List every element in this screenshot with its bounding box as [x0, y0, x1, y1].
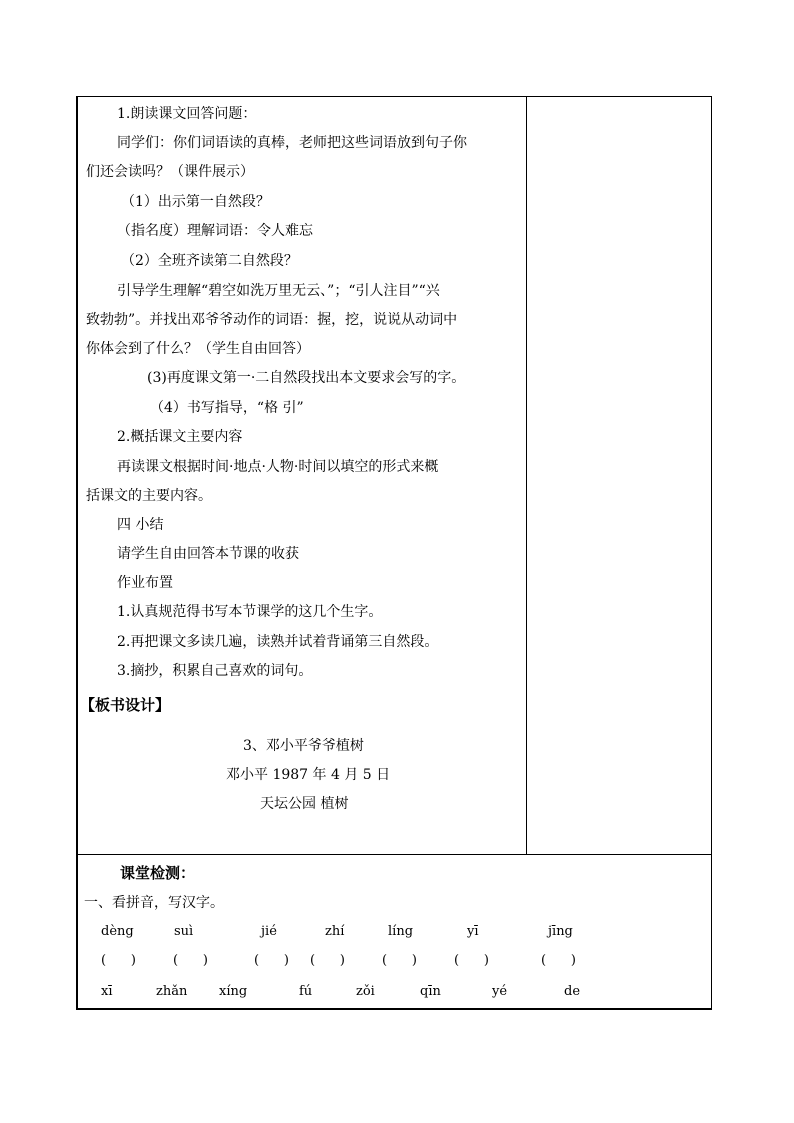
column-divider — [526, 96, 527, 855]
lesson-line: (3)再度课文第一·二自然段找出本文要求会写的字。 — [147, 370, 466, 386]
lesson-line: （指名度）理解词语：令人难忘 — [117, 223, 313, 239]
answer-blank: ( ) — [541, 953, 576, 968]
pinyin: de — [564, 984, 581, 999]
pinyin: líng — [388, 924, 414, 939]
pinyin: yī — [467, 924, 479, 939]
pinyin: xíng — [219, 984, 248, 999]
pinyin: xī — [101, 984, 113, 999]
quiz-heading: 课堂检测： — [120, 864, 196, 882]
lesson-line: 1.朗读课文回答问题： — [117, 106, 257, 122]
pinyin: jié — [261, 924, 277, 939]
lesson-line: 2.再把课文多读几遍，读熟并试着背诵第三自然段。 — [117, 634, 439, 650]
board-title: 3、邓小平爷爷植树 — [243, 738, 364, 754]
answer-blank: ( ) — [382, 953, 417, 968]
answer-blank: ( ) — [310, 953, 345, 968]
lesson-line: 致勃勃”。并找出邓爷爷动作的词语：握，挖，说说从动词中 — [86, 312, 458, 328]
lesson-line: 引导学生理解“碧空如洗万里无云、”；“引人注目”“兴 — [117, 283, 440, 299]
lesson-line: 2.概括课文主要内容 — [117, 429, 243, 445]
pinyin: yé — [492, 984, 508, 999]
lesson-line: 作业布置 — [117, 575, 173, 591]
board-line: 天坛公园 植树 — [260, 796, 349, 812]
pinyin: zhǎn — [156, 984, 188, 999]
lesson-line: 1.认真规范得书写本节课学的这几个生字。 — [117, 604, 383, 620]
lesson-line: 再读课文根据时间·地点·人物·时间以填空的形式来概 — [117, 459, 439, 475]
lesson-line: 同学们：你们词语读的真棒，老师把这些词语放到句子你 — [117, 135, 467, 151]
answer-blank: ( ) — [173, 953, 208, 968]
board-heading: 【板书设计】 — [80, 696, 171, 714]
lesson-line: 括课文的主要内容。 — [86, 488, 212, 504]
row-divider — [76, 854, 712, 855]
lesson-line: （1）出示第一自然段？ — [121, 194, 270, 210]
board-line: 邓小平 1987 年 4 月 5 日 — [226, 767, 391, 783]
pinyin: qīn — [420, 984, 441, 999]
answer-blank: ( ) — [101, 953, 136, 968]
lesson-line: 请学生自由回答本节课的收获 — [117, 546, 299, 562]
pinyin: suì — [174, 924, 194, 939]
pinyin: zhí — [325, 924, 345, 939]
lesson-line: 们还会读吗？（课件展示） — [86, 164, 254, 180]
answer-blank: ( ) — [254, 953, 289, 968]
pinyin: dèng — [101, 924, 134, 939]
lesson-line: 你体会到了什么？（学生自由回答） — [86, 341, 310, 357]
lesson-line: 四 小结 — [117, 517, 164, 533]
pinyin: zǒi — [356, 984, 375, 999]
quiz-section-title: 一、看拼音，写汉字。 — [84, 895, 224, 911]
lesson-line: （4）书写指导，“格 引” — [150, 400, 304, 416]
pinyin: jīng — [548, 924, 573, 939]
lesson-line: （2）全班齐读第二自然段？ — [121, 253, 298, 269]
pinyin: fú — [299, 984, 313, 999]
answer-blank: ( ) — [454, 953, 489, 968]
lesson-line: 3.摘抄，积累自己喜欢的词句。 — [117, 663, 313, 679]
